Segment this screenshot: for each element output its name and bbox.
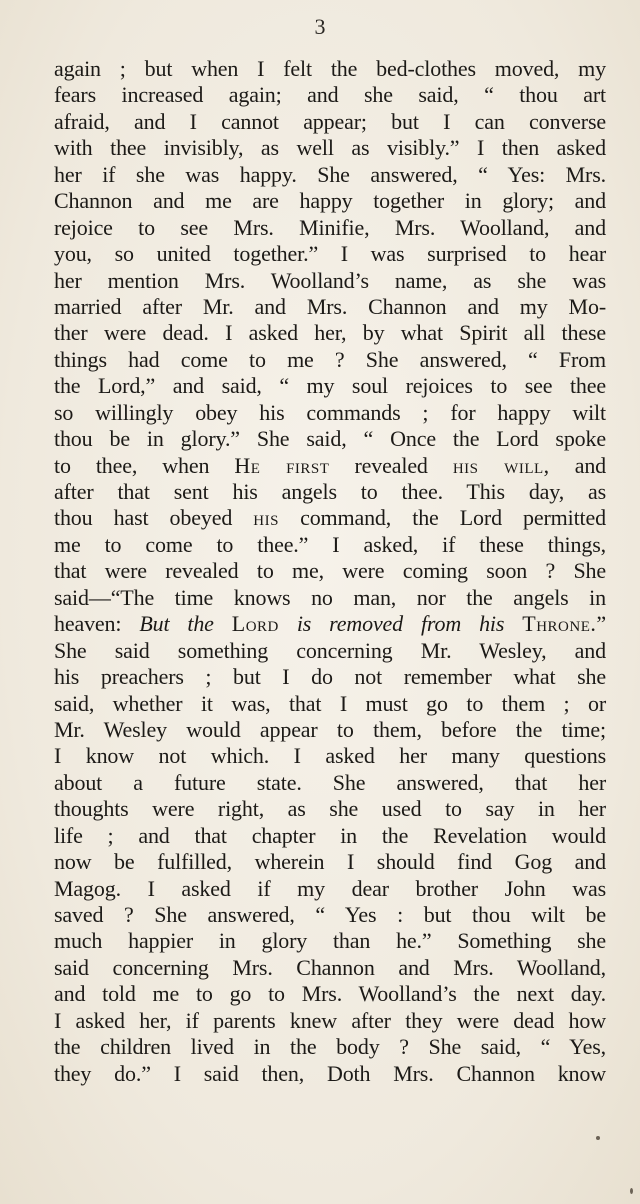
- text-line: [54, 56, 606, 82]
- text-line: [54, 1008, 606, 1034]
- text-run: said concerning Mrs. Channon and Mrs. Woolland,: [54, 954, 606, 980]
- text-line: [54, 241, 606, 267]
- text-line: [54, 955, 606, 981]
- text-run: ”: [596, 611, 606, 637]
- text-line: [54, 717, 606, 743]
- small-caps-text: Throne.: [522, 611, 597, 637]
- text-run: the children lived in the body ? She said, “ Yes,: [54, 1034, 606, 1060]
- text-line: [54, 638, 606, 664]
- text-run: after that sent his angels to thee. This day, as: [54, 479, 606, 504]
- body-text: [54, 56, 606, 1087]
- text-run: She said something concerning Mr. Wesley, and: [54, 637, 606, 663]
- text-run: his preachers ; but I do not remember what she: [54, 664, 606, 690]
- text-run: now be fulfilled, wherein I should find Gog and: [54, 849, 606, 875]
- text-run: much happier in glory than he.” Something she: [54, 928, 606, 954]
- text-line: [54, 743, 606, 769]
- text-run: fears increased again; and she said, “ thou art: [54, 82, 606, 108]
- text-run: Magog. I asked if my dear brother John was: [54, 875, 606, 901]
- text-run: that were revealed to me, were coming soon ? She: [54, 558, 606, 584]
- text-run: thoughts were right, as she used to say in her: [54, 796, 606, 822]
- text-line: [54, 82, 606, 108]
- text-line: [54, 268, 606, 294]
- text-run: afraid, and I cannot appear; but I can converse: [54, 108, 606, 134]
- page-number: 3: [314, 14, 326, 39]
- text-line: [54, 1034, 606, 1060]
- text-line: [54, 188, 606, 214]
- text-run: her mention Mrs. Woolland’s name, as she was: [54, 267, 606, 293]
- text-run: Mr. Wesley would appear to them, before the time;: [54, 716, 606, 742]
- text-run: said, whether it was, that I must go to them ; or: [54, 690, 606, 716]
- text-line: [54, 770, 606, 796]
- text-run: command, the Lord permitted: [278, 505, 606, 531]
- text-line: [54, 928, 606, 954]
- text-line: [54, 981, 606, 1007]
- small-caps-text: his will,: [452, 452, 550, 478]
- text-run: the Lord,” and said, “ my soul rejoices to see thee: [54, 373, 606, 399]
- text-run: ther were dead. I asked her, by what Spirit all these: [54, 320, 606, 346]
- text-line: [54, 294, 606, 320]
- small-caps-text: his: [253, 505, 279, 531]
- text-line: [54, 400, 606, 426]
- text-run: me to come to thee.” I asked, if these things,: [54, 531, 606, 557]
- text-line: [54, 902, 606, 928]
- text-line: [54, 347, 606, 373]
- text-run: again ; but when I felt the bed-clothes moved, my: [54, 56, 606, 81]
- text-run: Channon and me are happy together in glory; and: [54, 188, 606, 214]
- text-run: rejoice to see Mrs. Minifie, Mrs. Woolland, and: [54, 214, 606, 240]
- text-run: and: [549, 452, 607, 478]
- text-line: [54, 558, 606, 584]
- text-run: thou be in glory.” She said, “ Once the Lord spoke: [54, 426, 606, 452]
- text-line: [54, 611, 606, 637]
- text-line: [54, 664, 606, 690]
- text-run: married after Mr. and Mrs. Channon and my Mo-: [54, 293, 606, 319]
- text-line: [54, 691, 606, 717]
- text-line: [54, 373, 606, 399]
- text-line: [54, 320, 606, 346]
- text-run: said—“The time knows no man, nor the angels in: [54, 584, 606, 610]
- small-caps-text: Lord: [231, 611, 279, 637]
- text-run: I asked her, if parents knew after they were dead how: [54, 1007, 606, 1033]
- text-line: [54, 849, 606, 875]
- text-run: thou hast obeyed: [54, 505, 254, 531]
- text-run: revealed: [329, 452, 453, 478]
- text-run: things had come to me ? She answered, “ From: [54, 346, 606, 372]
- text-line: [54, 162, 606, 188]
- text-run: life ; and that chapter in the Revelation would: [54, 822, 606, 848]
- text-line: [54, 453, 606, 479]
- text-run: saved ? She answered, “ Yes : but thou wilt be: [54, 902, 606, 927]
- text-run: so willingly obey his commands ; for happy wilt: [54, 399, 606, 425]
- text-run: they do.” I said then, Doth Mrs. Channon know: [54, 1060, 606, 1086]
- text-line: [54, 215, 606, 241]
- text-run: and told me to go to Mrs. Woolland’s the next day.: [54, 981, 606, 1007]
- text-run: to thee, when: [54, 452, 235, 478]
- text-run: you, so united together.” I was surprised to hear: [54, 241, 606, 267]
- text-line: [54, 823, 606, 849]
- text-run: I know not which. I asked her many questions: [54, 743, 606, 769]
- text-line: [54, 532, 606, 558]
- text-line: [54, 796, 606, 822]
- text-run: heaven:: [54, 611, 140, 637]
- text-line: [54, 426, 606, 452]
- text-line: [54, 479, 606, 505]
- small-caps-text: He first: [234, 452, 330, 478]
- text-line: [54, 1061, 606, 1087]
- ink-speck: [630, 1188, 633, 1194]
- italic-text: is removed from his: [278, 611, 523, 637]
- text-line: [54, 109, 606, 135]
- text-line: [54, 135, 606, 161]
- text-line: [54, 505, 606, 531]
- text-line: [54, 876, 606, 902]
- text-run: with thee invisibly, as well as visibly.” I then asked: [54, 135, 606, 161]
- ink-speck: [596, 1136, 600, 1140]
- italic-text: But the: [139, 611, 232, 637]
- text-run: about a future state. She answered, that her: [54, 769, 606, 795]
- text-run: her if she was happy. She answered, “ Yes: Mrs.: [54, 161, 606, 187]
- text-line: [54, 585, 606, 611]
